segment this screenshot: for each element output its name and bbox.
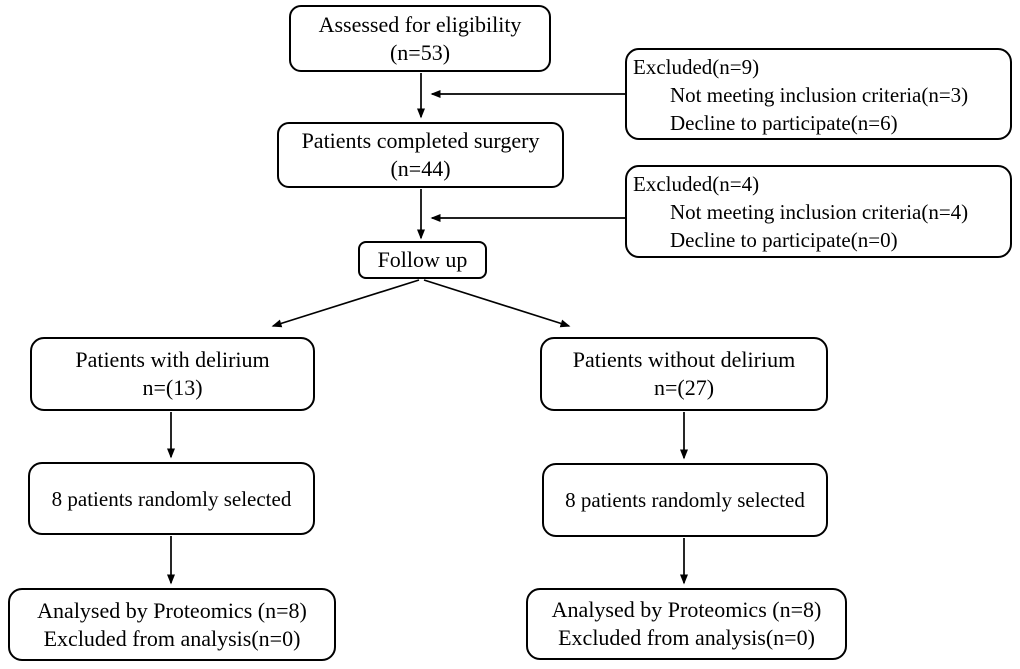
follow-up-label: Follow up	[377, 247, 468, 272]
excluded-top-title: Excluded(n=9)	[633, 55, 760, 79]
without-delirium-line-1: Patients without delirium	[572, 347, 796, 372]
surgery-count: (n=44)	[390, 156, 451, 181]
analysed-left-box	[8, 588, 336, 661]
excluded-mid-box	[625, 165, 1012, 258]
analysed-right-line-2: Excluded from analysis(n=0)	[558, 625, 815, 650]
analysed-left-line-2: Excluded from analysis(n=0)	[43, 625, 301, 651]
randomly-selected-right-label: 8 patients randomly selected	[565, 488, 805, 512]
surgery-line-1: Patients completed surgery	[301, 128, 540, 153]
arrow-followup-to-no-delirium	[424, 280, 569, 326]
assessed-line-1: Assessed for eligibility	[318, 11, 522, 37]
follow-up-box	[358, 241, 487, 279]
excluded-mid-title: Excluded(n=4)	[633, 172, 760, 196]
excluded-top-reason-2: Decline to participate(n=6)	[670, 111, 898, 135]
excluded-mid-reason-1: Not meeting inclusion criteria(n=4)	[670, 200, 969, 224]
without-delirium-count: n=(27)	[653, 375, 715, 400]
randomly-selected-left-label: 8 patients randomly selected	[51, 486, 292, 511]
analysed-left-line-1: Analysed by Proteomics (n=8)	[37, 597, 307, 623]
assessed-count: (n=53)	[389, 39, 451, 65]
with-delirium-box	[30, 337, 315, 411]
excluded-top-box	[625, 48, 1012, 140]
without-delirium-box	[540, 337, 828, 411]
completed-surgery-box	[277, 122, 564, 188]
analysed-right-line-1: Analysed by Proteomics (n=8)	[551, 597, 822, 622]
with-delirium-line-1: Patients with delirium	[75, 347, 270, 372]
analysed-right-box	[526, 588, 847, 660]
excluded-mid-reason-2: Decline to participate(n=0)	[670, 228, 898, 252]
with-delirium-count: n=(13)	[142, 375, 203, 400]
randomly-selected-left-box	[28, 462, 315, 535]
assessed-eligibility-box	[289, 5, 551, 72]
randomly-selected-right-box	[542, 463, 828, 537]
excluded-top-reason-1: Not meeting inclusion criteria(n=3)	[670, 83, 969, 107]
arrow-followup-to-delirium	[273, 280, 419, 326]
